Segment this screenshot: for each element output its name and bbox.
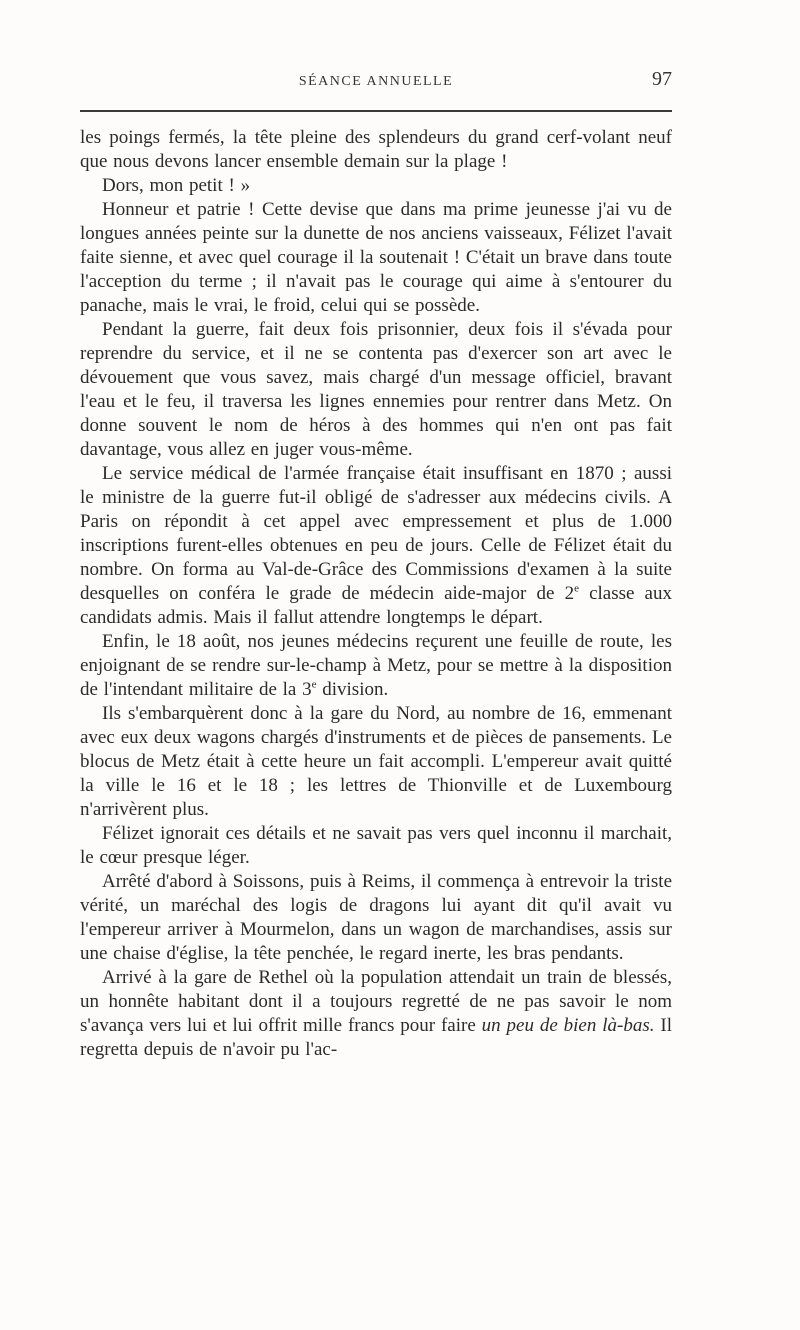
paragraph-10-text: Arrivé à la gare de Rethel où la population attendait un train de blessés, un honnête habitant dont il a toujours regretté de ne pas savoir le nom s'avança vers lui et lui offrit mille francs pour faire [80, 967, 672, 1036]
page-header [80, 66, 672, 94]
paragraph-7: Ils s'embarquèrent donc à la gare du Nord, au nombre de 16, emmenant avec eux deux wagons chargés d'instruments et de pièces de pansements. Le blocus de Metz était à cette heure un fait accompli. L'empereur avait quitté la ville le 16 et le 18 ; les lettres de Thionville et de Luxembourg n'arrivèrent plus. [80, 703, 672, 820]
class-superscript: e [574, 582, 579, 595]
paragraph-5-text: Le service médical de l'armée française était insuffisant en 1870 ; aussi le ministre de la guerre fut-il obligé de s'adresser aux médecins civils. A Paris on répondit à cet appel avec empressement et plus de 1.000 inscriptions furent-elles obtenues en peu de jours. Celle de Félizet était du nombre. On forma au Val-de-Grâce des Commissions d'examen à la suite desquelles on conféra le grade de médecin aide-major de [80, 463, 672, 604]
paragraph-9: Arrêté d'abord à Soissons, puis à Reims, il commença à entrevoir la triste vérité, un maréchal des logis de dragons lui ayant dit qu'il avait vu l'empereur arriver à Mourmelon, dans un wagon de marchandises, assis sur une chaise d'église, la tête penchée, le regard inerte, les bras pendants. [80, 871, 672, 964]
paragraph-8: Félizet ignorait ces détails et ne savait pas vers quel inconnu il marchait, le cœur presque léger. [80, 823, 672, 868]
italic-quote: un peu de bien là-bas. [481, 1015, 655, 1036]
paragraph-5 [80, 462, 672, 630]
paragraph-4: Pendant la guerre, fait deux fois prisonnier, deux fois il s'évada pour reprendre du service, et il ne se contenta pas d'exercer son art avec le dévouement que vous savez, mais chargé d'un message officiel, bravant l'eau et le feu, il traversa les lignes ennemies pour rentrer dans Metz. On donne souvent le nom de héros à des hommes qui n'en ont pas fait davantage, vous allez en juger vous-même. [80, 319, 672, 460]
paragraph-6 [80, 630, 672, 702]
paragraph-6-tail: division. [316, 679, 389, 700]
paragraph-1: les poings fermés, la tête pleine des splendeurs du grand cerf-volant neuf que nous devons lancer ensemble demain sur la plage ! [80, 127, 672, 172]
division-number: 3 [302, 679, 312, 700]
body-text [80, 126, 672, 1062]
paragraph-10-tail: Il regretta depuis de n'avoir pu l'ac- [80, 1015, 672, 1060]
running-head: SÉANCE ANNUELLE [298, 74, 454, 89]
division-superscript: e [311, 678, 317, 691]
paragraph-5-tail: classe aux candidats admis. Mais il fallut attendre longtemps le départ. [80, 583, 672, 628]
paragraph-3: Honneur et patrie ! Cette devise que dans ma prime jeunesse j'ai vu de longues années peinte sur la dunette de nos anciens vaisseaux, Félizet l'avait faite sienne, et avec quel courage il la soutenait ! C'était un brave dans toute l'acception du terme ; il n'avait pas le courage qui aime à s'entourer du panache, mais le vrai, le froid, celui qui se possède. [80, 199, 672, 316]
class-number: 2 [564, 583, 575, 604]
header-rule [80, 110, 672, 112]
paragraph-2: Dors, mon petit ! » [102, 175, 251, 196]
paragraph-6-text: Enfin, le 18 août, nos jeunes médecins reçurent une feuille de route, les enjoignant de se rendre sur-le-champ à Metz, pour se mettre à la disposition de l'intendant militaire de la [80, 631, 672, 700]
paragraph-10 [80, 966, 672, 1062]
page-number: 97 [652, 68, 672, 90]
